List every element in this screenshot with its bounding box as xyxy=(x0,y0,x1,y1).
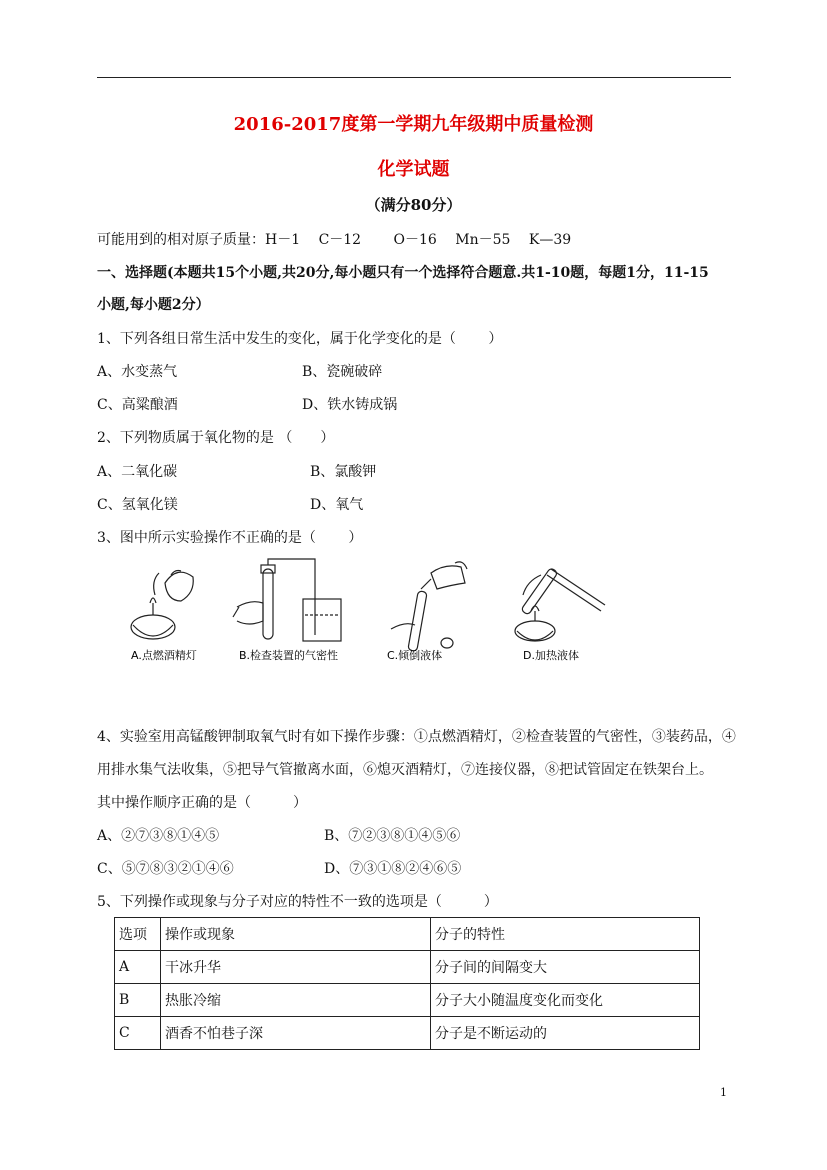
atomic-masses: 可能用到的相对原子质量：H－1 C－12 O－16 Mn－55 K—39 xyxy=(97,232,572,248)
exam-subject: 化学试题 xyxy=(377,159,450,180)
table-cell: C xyxy=(115,1017,161,1050)
figure-d-heating xyxy=(515,567,605,641)
table-cell: 分子间的间隔变大 xyxy=(431,951,700,984)
header-rule xyxy=(97,77,731,78)
q1-stem: 1、下列各组日常生活中发生的变化，属于化学变化的是（ ） xyxy=(97,331,503,347)
table-cell: 酒香不怕巷子深 xyxy=(161,1017,431,1050)
table-cell: A xyxy=(115,951,161,984)
q3-experiment-figures xyxy=(115,555,615,665)
q4-stem-line3: 其中操作顺序正确的是（ ） xyxy=(97,795,307,811)
table-cell: 干冰升华 xyxy=(161,951,431,984)
q5-table xyxy=(114,917,700,1050)
table-header-cell: 选项 xyxy=(115,918,161,951)
q3-stem: 3、图中所示实验操作不正确的是（ ） xyxy=(97,530,363,546)
figure-d-caption: D.加热液体 xyxy=(523,649,579,662)
exam-score: （满分80分） xyxy=(365,196,462,214)
table-row xyxy=(115,1017,700,1050)
table-row xyxy=(115,984,700,1017)
q2-stem: 2、下列物质属于氧化物的是 （ ） xyxy=(97,430,335,446)
q2-option-d: D、氧气 xyxy=(310,497,364,513)
figure-b-airtightness xyxy=(233,559,341,641)
q4-option-b: B、⑦②③⑧①④⑤⑥ xyxy=(324,828,461,844)
q1-option-b: B、瓷碗破碎 xyxy=(302,364,383,380)
figure-c-pouring xyxy=(391,562,467,652)
figure-c-caption: C.倾倒液体 xyxy=(387,649,443,662)
table-cell: B xyxy=(115,984,161,1017)
q1-option-c: C、高粱酿酒 xyxy=(97,397,178,413)
q1-option-a: A、水变蒸气 xyxy=(97,364,178,380)
q2-option-c: C、氢氧化镁 xyxy=(97,497,178,513)
page-number: 1 xyxy=(720,1086,727,1099)
exam-title: 2016-2017度第一学期九年级期中质量检测 xyxy=(233,114,594,135)
figure-b-caption: B.检查装置的气密性 xyxy=(239,649,339,662)
table-cell: 热胀冷缩 xyxy=(161,984,431,1017)
table-header-row xyxy=(115,918,700,951)
table-cell: 分子大小随温度变化而变化 xyxy=(431,984,700,1017)
figure-a-lighting-lamp xyxy=(131,571,193,640)
table-header-cell: 操作或现象 xyxy=(161,918,431,951)
table-row xyxy=(115,951,700,984)
figure-a-caption: A.点燃酒精灯 xyxy=(131,649,197,662)
table-header-cell: 分子的特性 xyxy=(431,918,700,951)
q4-option-c: C、⑤⑦⑧③②①④⑥ xyxy=(97,861,234,877)
q2-option-b: B、氯酸钾 xyxy=(310,464,377,480)
section-heading-line1: 一、选择题(本题共15个小题,共20分,每小题只有一个选择符合题意.共1-10题，每题1分，11-15 xyxy=(97,265,709,281)
q4-option-d: D、⑦③①⑧②④⑥⑤ xyxy=(324,861,462,877)
section-heading-line2: 小题,每小题2分） xyxy=(97,297,210,313)
q4-stem-line2: 用排水集气法收集，⑤把导气管撤离水面，⑥熄灭酒精灯，⑦连接仪器，⑧把试管固定在铁架台上。 xyxy=(97,762,713,778)
q4-stem-line1: 4、实验室用高锰酸钾制取氧气时有如下操作步骤：①点燃酒精灯，②检查装置的气密性，③装药品，④ xyxy=(97,729,736,745)
table-cell: 分子是不断运动的 xyxy=(431,1017,700,1050)
q5-stem: 5、下列操作或现象与分子对应的特性不一致的选项是（ ） xyxy=(97,894,498,910)
q2-option-a: A、二氧化碳 xyxy=(97,464,178,480)
q4-option-a: A、②⑦③⑧①④⑤ xyxy=(97,828,220,844)
q1-option-d: D、铁水铸成锅 xyxy=(302,397,398,413)
